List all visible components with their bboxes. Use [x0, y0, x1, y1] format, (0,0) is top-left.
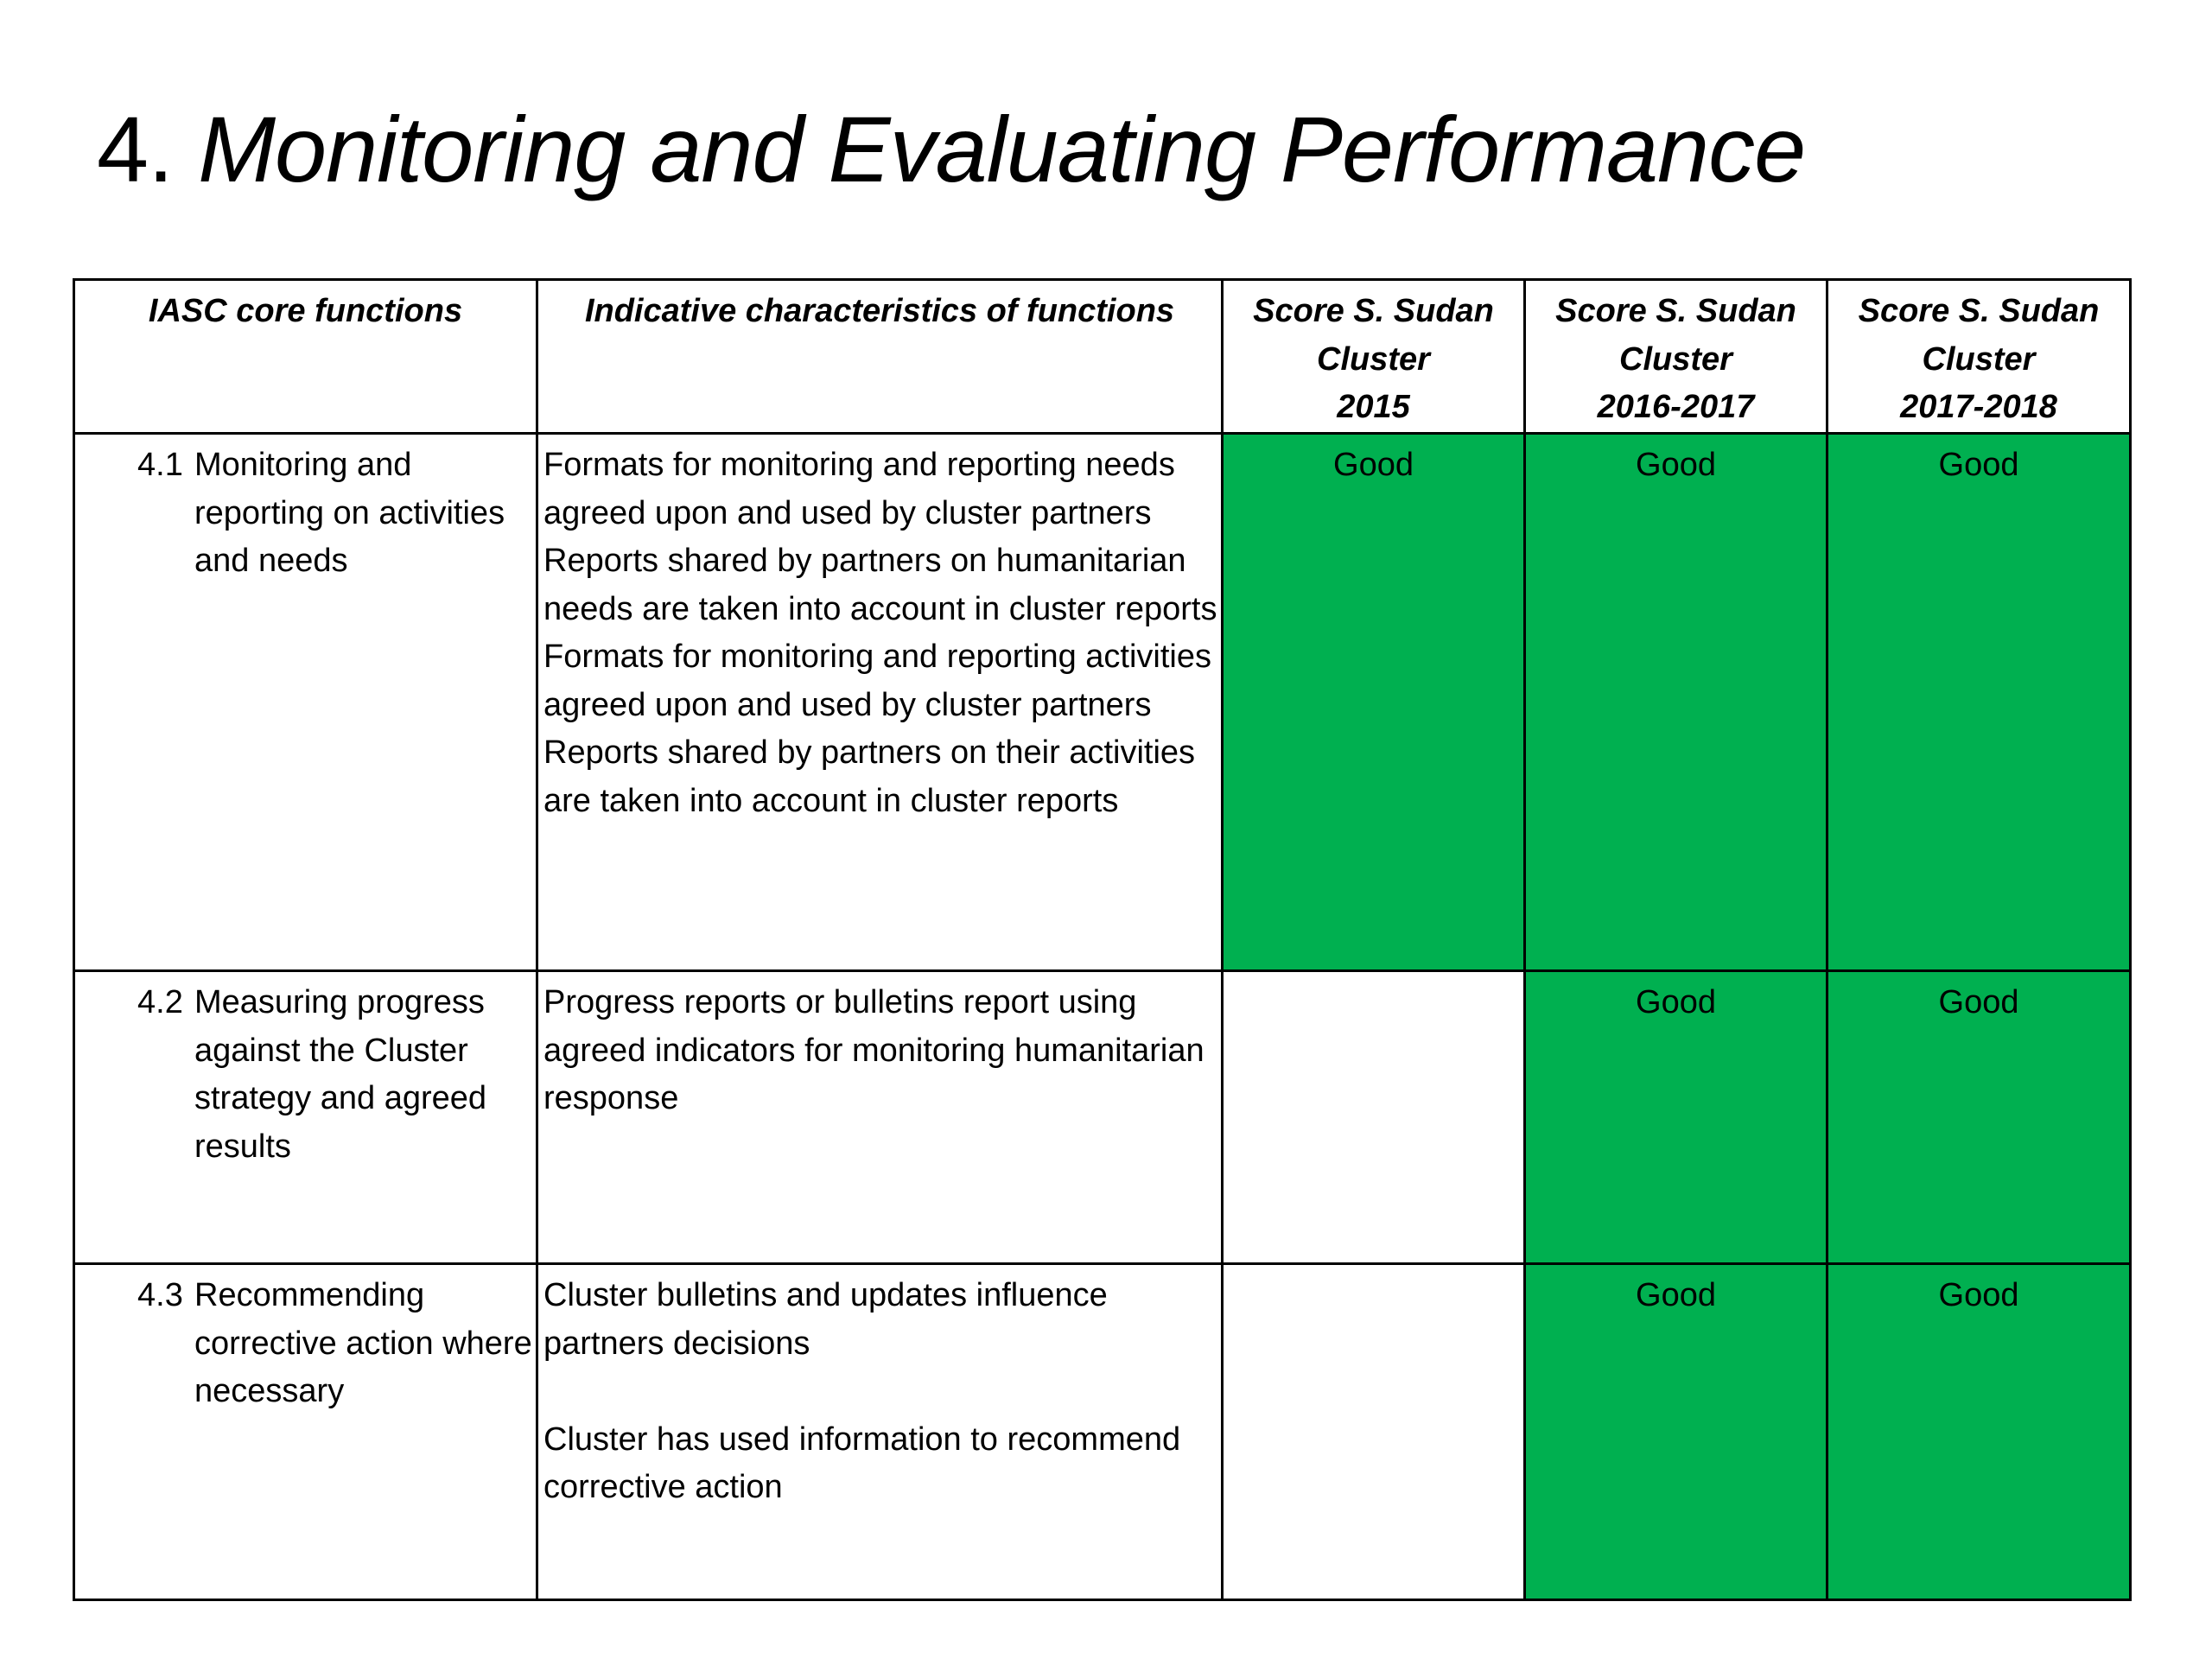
characteristic-item: Reports shared by partners on humanitarian needs are taken into account in cluster reports [543, 543, 1217, 627]
header-score-2016-2017-line1: Score S. Sudan [1555, 293, 1796, 329]
function-cell [74, 1264, 537, 1600]
characteristic-item: Cluster bulletins and updates influence partners decisions [543, 1277, 1108, 1362]
score-2015-cell: Good [1223, 434, 1525, 971]
header-score-2016-2017-line3: 2016-2017 [1597, 389, 1755, 425]
characteristic-item: Progress reports or bulletins report using agreed indicators for monitoring humanitarian response [543, 984, 1205, 1116]
title-number: 4. [97, 97, 199, 201]
header-score-2015 [1223, 280, 1525, 434]
function-number: 4.2 [137, 984, 183, 1020]
header-score-2015-line3: 2015 [1337, 389, 1410, 425]
characteristic-spacer [543, 1368, 1217, 1416]
characteristic-item: Formats for monitoring and reporting activities agreed upon and used by cluster partners [543, 639, 1211, 723]
score-2016-2017-cell: Good [1525, 971, 1827, 1264]
header-row [74, 280, 2131, 434]
header-score-2016-2017 [1525, 280, 1827, 434]
slide-title [97, 93, 1805, 206]
table-row [74, 971, 2131, 1264]
table-row [74, 1264, 2131, 1600]
header-score-2016-2017-line2: Cluster [1619, 340, 1732, 378]
score-2017-2018-cell: Good [1827, 434, 2131, 971]
header-score-2017-2018-line2: Cluster [1922, 340, 2036, 378]
function-number: 4.3 [137, 1277, 183, 1313]
score-2016-2017-cell: Good [1525, 1264, 1827, 1600]
function-cell [74, 971, 537, 1264]
header-score-2017-2018 [1827, 280, 2131, 434]
header-score-2017-2018-line3: 2017-2018 [1900, 389, 2057, 425]
header-characteristics: Indicative characteristics of functions [537, 280, 1223, 434]
characteristic-item: Reports shared by partners on their activities are taken into account in cluster reports [543, 734, 1196, 819]
function-name: Monitoring and reporting on activities and needs [194, 447, 505, 579]
header-score-2015-line1: Score S. Sudan [1253, 293, 1494, 329]
header-score-2017-2018-line1: Score S. Sudan [1858, 293, 2100, 329]
characteristics-cell [537, 1264, 1223, 1600]
characteristic-item: Formats for monitoring and reporting needs agreed upon and used by cluster partners [543, 447, 1175, 531]
function-cell [74, 434, 537, 971]
characteristic-item: Cluster has used information to recommend corrective action [543, 1421, 1181, 1505]
function-name: Measuring progress against the Cluster strategy and agreed results [194, 984, 487, 1165]
score-2015-cell [1223, 971, 1525, 1264]
title-text: Monitoring and Evaluating Performance [198, 97, 1806, 201]
performance-table [73, 278, 2132, 1601]
score-2017-2018-cell: Good [1827, 1264, 2131, 1600]
characteristics-cell [537, 434, 1223, 971]
header-score-2015-line2: Cluster [1317, 340, 1430, 378]
score-2016-2017-cell: Good [1525, 434, 1827, 971]
score-2015-cell [1223, 1264, 1525, 1600]
score-2017-2018-cell: Good [1827, 971, 2131, 1264]
function-number: 4.1 [137, 447, 183, 483]
header-core-functions: IASC core functions [74, 280, 537, 434]
function-name: Recommending corrective action where necessary [194, 1277, 532, 1409]
characteristics-cell [537, 971, 1223, 1264]
table-row [74, 434, 2131, 971]
